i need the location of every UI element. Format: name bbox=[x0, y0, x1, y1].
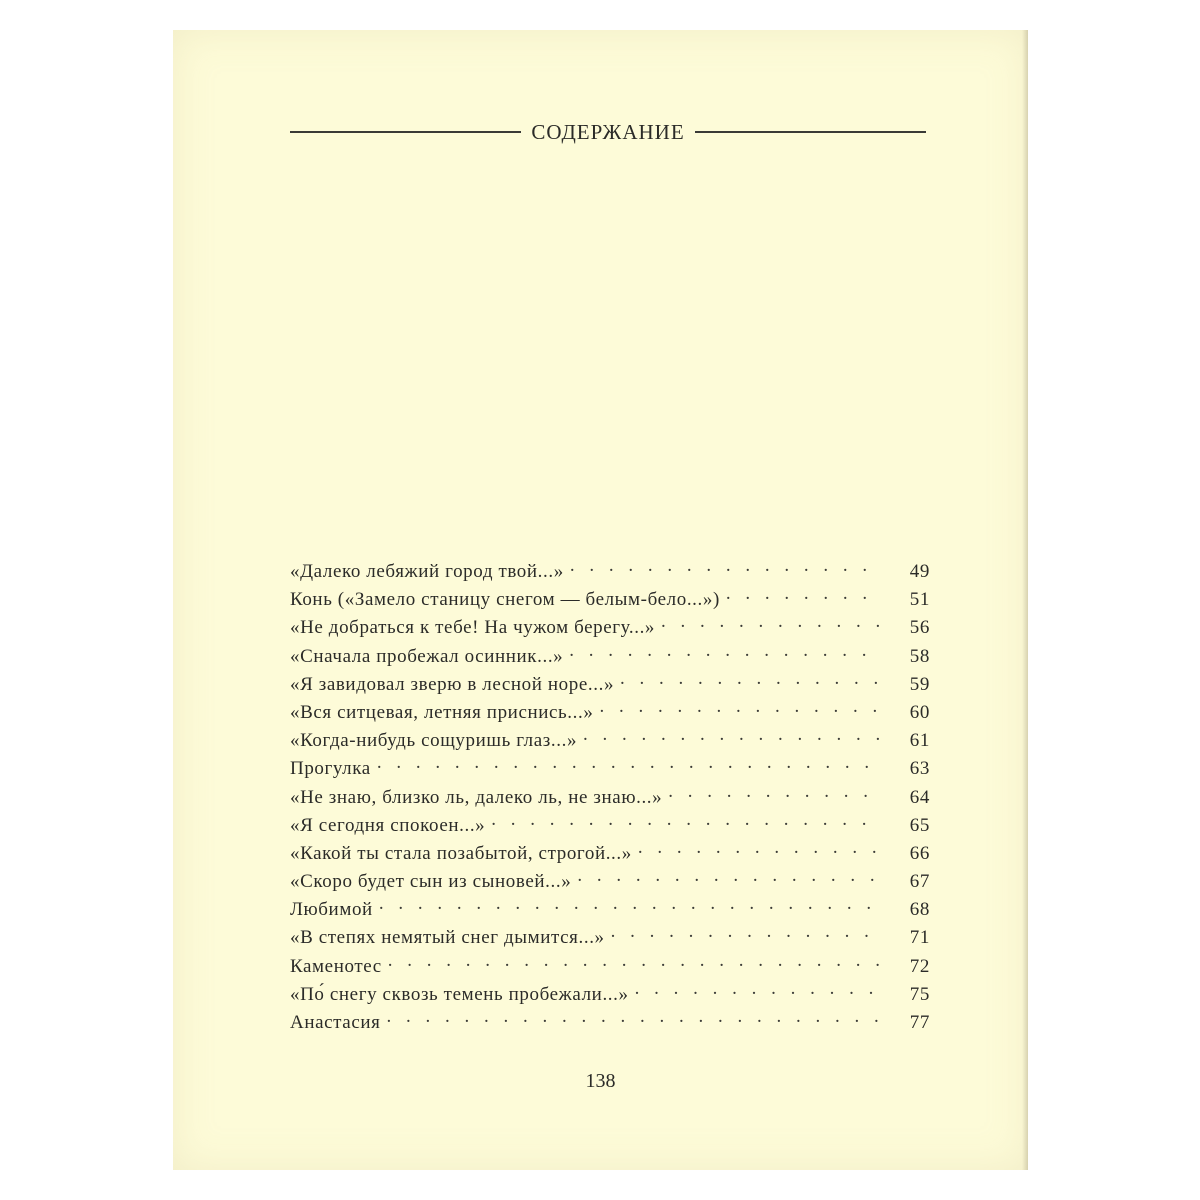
toc-entry-page: 67 bbox=[909, 871, 930, 893]
toc-entry-page: 72 bbox=[909, 955, 930, 977]
toc-entry-page: 61 bbox=[909, 730, 930, 752]
toc-entry-page: 63 bbox=[909, 758, 930, 780]
toc-entry-title: «Не знаю, близко ль, далеко ль, не знаю...» bbox=[290, 786, 663, 808]
toc-dot-leader bbox=[635, 981, 882, 1000]
page-edge-shadow bbox=[1022, 30, 1028, 1170]
toc-entry bbox=[290, 586, 930, 614]
toc-dot-leader bbox=[638, 840, 882, 859]
toc-entry-title: «Какой ты стала позабытой, строгой...» bbox=[290, 842, 632, 864]
toc-dot-leader bbox=[620, 671, 882, 690]
toc-dot-leader bbox=[668, 784, 882, 803]
toc-entry-page: 56 bbox=[909, 617, 930, 639]
toc-dot-leader bbox=[611, 924, 882, 943]
toc-entry bbox=[290, 868, 930, 896]
toc-entry bbox=[290, 924, 930, 952]
toc-entry bbox=[290, 727, 930, 755]
toc-entry bbox=[290, 812, 930, 840]
toc-entry-title: «Далеко лебяжий город твой...» bbox=[290, 561, 564, 582]
toc-dot-leader bbox=[569, 643, 882, 662]
contents-heading bbox=[290, 118, 926, 146]
book-page bbox=[173, 30, 1028, 1170]
toc-entry-page: 65 bbox=[909, 814, 930, 836]
contents-title: СОДЕРЖАНИЕ bbox=[531, 119, 685, 144]
toc-entry bbox=[290, 1009, 930, 1037]
page-number: 138 bbox=[585, 1070, 616, 1092]
toc-entry-title: «Я завидовал зверю в лесной норе...» bbox=[290, 673, 615, 695]
toc-dot-leader bbox=[379, 896, 882, 915]
toc-entry bbox=[290, 558, 930, 586]
toc-entry bbox=[290, 755, 930, 783]
toc-entry-page: 75 bbox=[909, 983, 930, 1005]
toc-entry-page: 64 bbox=[909, 786, 930, 808]
toc-entry-title: «Сначала пробежал осинник...» bbox=[290, 645, 564, 667]
heading-rule-left bbox=[290, 131, 521, 133]
toc-entry-title: «Я сегодня спокоен...» bbox=[290, 814, 486, 836]
toc-entry bbox=[290, 896, 930, 924]
toc-dot-leader bbox=[570, 558, 882, 577]
toc-entry-page: 60 bbox=[909, 701, 930, 723]
toc-dot-leader bbox=[726, 586, 882, 605]
toc-entry-page: 71 bbox=[909, 927, 930, 949]
toc-dot-leader bbox=[386, 1009, 882, 1028]
toc-dot-leader bbox=[661, 614, 882, 633]
toc-dot-leader bbox=[577, 868, 882, 887]
toc-entry-title: Прогулка bbox=[290, 758, 371, 780]
toc-entry-title: Любимой bbox=[290, 899, 373, 921]
toc-entry-title: Каменотес bbox=[290, 955, 382, 977]
toc-entry bbox=[290, 614, 930, 642]
toc-entry bbox=[290, 699, 930, 727]
toc-entry-title: «В степях немятый снег дымится...» bbox=[290, 927, 605, 949]
toc-entry bbox=[290, 784, 930, 812]
toc-entry bbox=[290, 671, 930, 699]
toc-dot-leader bbox=[599, 699, 882, 718]
toc-entry-title: «Скоро будет сын из сыновей...» bbox=[290, 871, 572, 893]
toc-entry bbox=[290, 953, 930, 981]
toc-entry-page: 49 bbox=[909, 561, 930, 582]
toc-entry-title: «Вся ситцевая, летняя приснись...» bbox=[290, 701, 594, 723]
toc-dot-leader bbox=[583, 727, 882, 746]
toc-entry-page: 59 bbox=[909, 673, 930, 695]
heading-rule-right bbox=[695, 131, 926, 133]
toc-entry-title: Конь («Замело станицу снегом — белым-бело...») bbox=[290, 589, 720, 611]
toc-entry-title: «Когда-нибудь сощуришь глаз...» bbox=[290, 730, 578, 752]
toc-entry-page: 66 bbox=[909, 842, 930, 864]
toc-entry-page: 68 bbox=[909, 899, 930, 921]
toc-entry-title: «По́ снегу сквозь темень пробежали...» bbox=[290, 983, 629, 1005]
toc-entry-page: 58 bbox=[909, 645, 930, 667]
toc-entry-title: «Не добраться к тебе! На чужом берегу...» bbox=[290, 617, 656, 639]
toc-dot-leader bbox=[491, 812, 882, 831]
table-of-contents bbox=[290, 558, 930, 1037]
toc-entry bbox=[290, 981, 930, 1009]
toc-entry-page: 51 bbox=[909, 589, 930, 611]
toc-entry-page: 77 bbox=[909, 1012, 930, 1033]
toc-entry-title: Анастасия bbox=[290, 1012, 381, 1033]
toc-entry bbox=[290, 643, 930, 671]
toc-dot-leader bbox=[377, 755, 882, 774]
toc-entry bbox=[290, 840, 930, 868]
toc-dot-leader bbox=[388, 953, 882, 972]
